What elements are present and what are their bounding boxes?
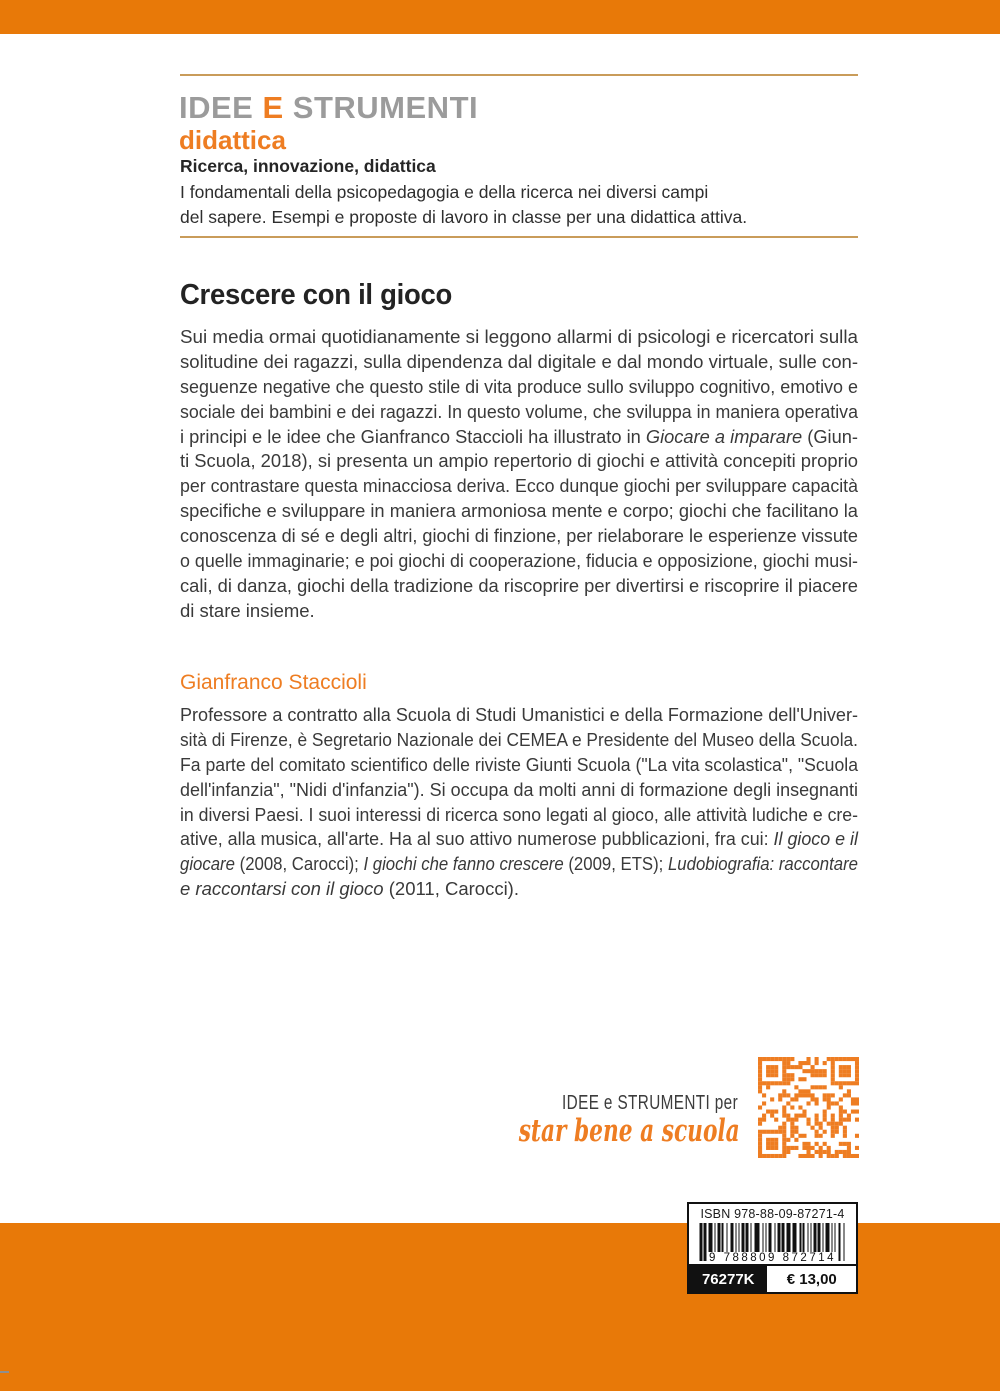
barcode-bar (750, 1223, 752, 1253)
barcode-bar (741, 1223, 744, 1253)
barcode-bar (813, 1223, 816, 1253)
text-line: di stare insieme. (180, 599, 315, 621)
text-line: e raccontarsi con il gioco (2011, Carocci). (180, 878, 519, 900)
text-line: ative, alla musica, all'arte. Ha al suo attivo numerose pubblicazioni, fra cui: Il gioco e il (180, 828, 858, 850)
barcode-bar (803, 1223, 805, 1253)
text-line: per contrastare questa minacciosa deriva. Ecco dunque giochi per sviluppare capacità (180, 475, 858, 497)
series-logo-conjunction: E (262, 90, 284, 125)
barcode-bar (714, 1223, 716, 1253)
text-line: Fa parte del comitato scientifico delle riviste Giunti Scuola ("La vita scolastica", "Scuola (180, 753, 858, 775)
price: € 13,00 (786, 1270, 837, 1288)
series-logo (179, 90, 478, 126)
text-line: conoscenza di sé e degli altri, giochi di finzione, per rielaborare le esperienze vissute (180, 525, 858, 547)
top-accent-band (0, 0, 1000, 34)
author-name: Gianfranco Staccioli (180, 671, 367, 694)
text-line: I fondamentali della psicopedagogia e della ricerca nei diversi campi (180, 182, 709, 202)
series-logo-word1: IDEE (179, 90, 254, 125)
barcode-digits: 9 788809 872714 (708, 1252, 837, 1264)
barcode-bar (834, 1223, 836, 1253)
barcode-bar (810, 1223, 812, 1253)
text-line: sociale dei bambini e dei ragazzi. In questo volume, che sviluppa in maniera operativa (180, 400, 858, 422)
isbn-number: ISBN 978-88-09-87271-4 (700, 1207, 845, 1221)
barcode-bar (818, 1223, 821, 1253)
masthead-top-rule (180, 74, 858, 76)
barcode-bar (843, 1223, 845, 1261)
collection-name: didattica (179, 125, 286, 155)
text-line: Sui media ormai quotidianamente si leggono allarmi di psicologi e ricercatori sulla (180, 326, 858, 347)
promo-brand-line: IDEE e STRUMENTI per (562, 1092, 738, 1114)
barcode-bar (708, 1223, 713, 1253)
series-description (180, 180, 747, 229)
barcode (689, 1223, 856, 1264)
barcode-bar (762, 1223, 764, 1253)
barcode-bar (792, 1223, 797, 1253)
qr-code (758, 1057, 859, 1158)
barcode-bar (735, 1223, 737, 1253)
barcode-bar (746, 1223, 749, 1253)
barcode-bar (699, 1223, 702, 1261)
text-line: Professore a contratto alla Scuola di Studi Umanistici e della Formazione dell'Univer- (180, 704, 858, 725)
product-code: 76277K (689, 1266, 767, 1292)
text-line: o quelle immaginarie; e poi giochi di cooperazione, fiducia e opposizione, giochi musi- (180, 550, 858, 572)
text-line: del sapere. Esempi e proposte di lavoro in classe per una didattica attiva. (180, 206, 748, 227)
barcode-bar (800, 1223, 802, 1253)
barcode-bar (807, 1223, 809, 1253)
text-line: giocare (2008, Carocci); I giochi che fanno crescere (2009, ETS); Ludobiografia: raccontare (180, 853, 858, 875)
barcode-bar (731, 1223, 734, 1253)
book-blurb (180, 325, 885, 624)
series-logo-word2: STRUMENTI (292, 90, 479, 125)
barcode-bar (774, 1223, 776, 1253)
barcode-bar (822, 1223, 824, 1253)
text-line: sità di Firenze, è Segretario Nazionale dei CEMEA e Presidente del Museo della Scuola. (180, 728, 858, 750)
barcode-bar (839, 1223, 841, 1261)
text-line: dell'infanzia", "Nidi d'infanzia"). Si occupa da molti anni di formazione degli insegnanti (180, 778, 858, 800)
text-line: specifiche e sviluppare in maniera armoniosa mente e corpo; giochi che facilitano la (180, 500, 858, 522)
text-line: i principi e le idee che Gianfranco Staccioli ha illustrato in Giocare a imparare (Giun- (180, 425, 858, 447)
text-line: in diversi Paesi. I suoi interessi di ricerca sono legati al gioco, alle attività ludiche e cre- (180, 803, 858, 825)
isbn-block (687, 1202, 858, 1294)
masthead-bottom-rule (180, 236, 858, 238)
text-line: ti Scuola, 2018), si presenta un ampio repertorio di giochi e attività concepiti proprio (180, 450, 858, 472)
barcode-bar (782, 1223, 785, 1253)
text-line: cali, di danza, giochi della tradizione da riscoprire per divertirsi e riscoprire il piacere (180, 574, 858, 596)
barcode-bar (738, 1223, 740, 1253)
barcode-bar (825, 1223, 830, 1253)
book-title: Crescere con il gioco (180, 279, 452, 311)
text-line: seguenze negative che questo stile di vita produce sullo sviluppo cognitivo, emotivo e (180, 375, 858, 397)
promo-slogan: star bene a scuola (518, 1113, 740, 1149)
barcode-bar (831, 1223, 833, 1253)
series-tagline: Ricerca, innovazione, didattica (180, 156, 436, 176)
crop-mark (0, 1371, 9, 1373)
text-line: solitudine dei ragazzi, sulla dipendenza dal digitale e dal mondo virtuale, sulle con- (180, 350, 858, 372)
barcode-bar (717, 1223, 720, 1253)
author-bio (180, 703, 929, 902)
isbn-price-row (689, 1264, 856, 1292)
barcode-bar (722, 1223, 724, 1253)
barcode-bar (755, 1223, 760, 1253)
barcode-bar (786, 1223, 791, 1253)
barcode-bar (765, 1223, 767, 1253)
barcode-bar (777, 1223, 780, 1253)
barcode-bar (726, 1223, 728, 1253)
